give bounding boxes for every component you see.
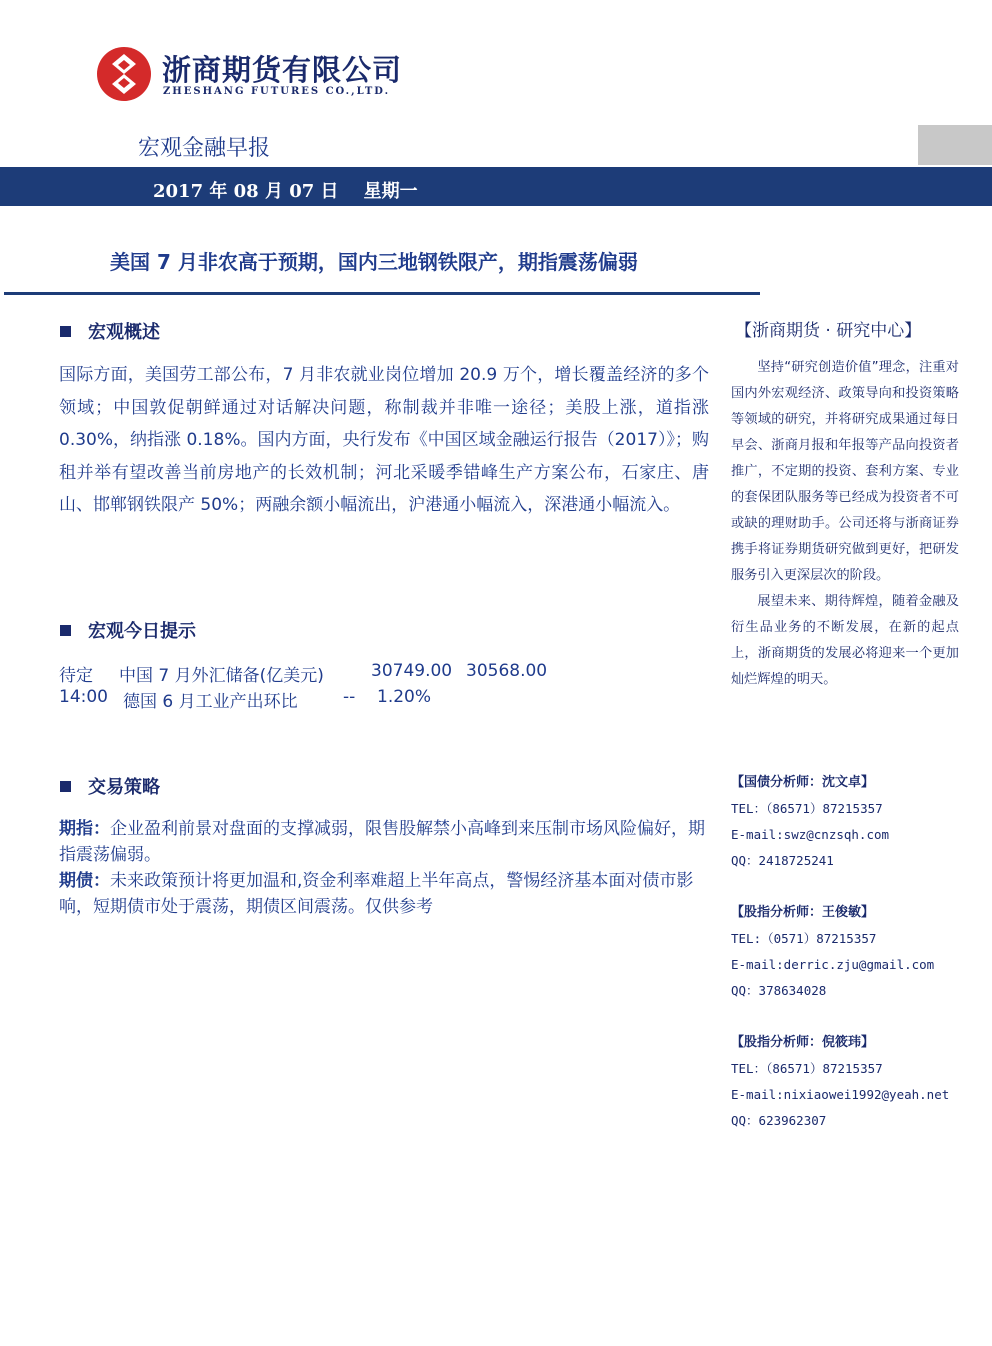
headline: 美国 7 月非农高于预期，国内三地钢铁限产，期指震荡偏弱	[110, 250, 638, 274]
analyst-card	[731, 1030, 971, 1134]
sidebar-intro	[731, 355, 959, 693]
company-name-cn: 浙商期货有限公司	[162, 53, 403, 87]
analyst-title: 【股指分析师：倪筱玮】	[731, 1035, 875, 1050]
company-name-en: ZHESHANG FUTURES CO.,LTD.	[163, 86, 391, 97]
analyst-qq: QQ：623962307	[731, 1113, 827, 1128]
strategy-text: 未来政策预计将更加温和,资金利率难超上半年高点，警惕经济基本面对债市影响，短期债市处于震荡，期债区间震荡。仅供参考	[59, 871, 694, 917]
analyst-card	[731, 770, 971, 874]
calendar-event: 德国 6 月工业产出环比	[123, 692, 298, 712]
date-bar	[0, 167, 992, 206]
bullet-square-icon	[60, 625, 71, 636]
strategy-label: 期债：	[59, 871, 110, 891]
sidebar-intro-paragraph: 展望未来、期待辉煌，随着金融及衍生品业务的不断发展，在新的起点上，浙商期货的发展必将迎来一个更加灿烂辉煌的明天。	[731, 594, 959, 687]
strategy-bonds	[59, 869, 711, 920]
sidebar-title: 【浙商期货 · 研究中心】	[735, 321, 922, 341]
report-date: 2017 年 08 月 07 日 星期一	[153, 181, 418, 202]
zheshang-logo-icon	[96, 46, 152, 102]
sidebar-intro-paragraph: 坚持“研究创造价值”理念，注重对国内外宏观经济、政策导向和投资策略等领域的研究，并将研究成果通过每日早会、浙商月报和年报等产品向投资者推广，不定期的投资、套利方案、专业的套保团队服务等已经成为投资者不可或缺的理财助手。公司还将与浙商证券携手将证券期货研究做到更好，把研发服务引入更深层次的阶段。	[731, 360, 959, 583]
section-title: 交易策略	[88, 777, 160, 798]
header-decoration	[918, 125, 992, 165]
analyst-title: 【国债分析师：沈文卓】	[731, 775, 875, 790]
analyst-qq: QQ：378634028	[731, 983, 827, 998]
analyst-tel: TEL:（0571）87215357	[731, 931, 877, 946]
analyst-qq: QQ：2418725241	[731, 853, 834, 868]
calendar-forecast: --	[343, 687, 356, 707]
calendar-time: 待定	[59, 666, 93, 686]
analyst-email[interactable]: E-mail:swz@cnzsqh.com	[731, 827, 890, 842]
strategy-text: 企业盈利前景对盘面的支撑减弱，限售股解禁小高峰到来压制市场风险偏好，期指震荡偏弱。	[59, 819, 705, 865]
calendar-previous: 1.20%	[377, 687, 432, 707]
calendar-event: 中国 7 月外汇储备(亿美元)	[119, 666, 324, 686]
section-heading-overview	[60, 318, 160, 344]
calendar-forecast: 30749.00	[371, 661, 453, 681]
strategy-label: 期指：	[59, 819, 110, 839]
headline-divider	[4, 292, 760, 295]
bullet-square-icon	[60, 326, 71, 337]
analyst-email[interactable]: E-mail:nixiaowei1992@yeah.net	[731, 1087, 950, 1102]
analyst-email[interactable]: E-mail:derric.zju@gmail.com	[731, 957, 935, 972]
analyst-tel: TEL：（86571）87215357	[731, 801, 883, 816]
calendar-previous: 30568.00	[466, 661, 548, 681]
overview-paragraph: 国际方面，美国劳工部公布，7 月非农就业岗位增加 20.9 万个，增长覆盖经济的多个领域；中国敦促朝鲜通过对话解决问题，称制裁并非唯一途径；美股上涨，道指涨 0.30%，纳指涨 0.18%。国内方面，央行发布《中国区域金融运行报告（2017）》；购租并举有望改善当前房地产的长效机制；河北采暖季错峰生产方案公布，石家庄、唐山、邯郸钢铁限产 50%；两融余额小幅流出，沪港通小幅流入，深港通小幅流入。	[59, 365, 709, 516]
section-heading-calendar	[60, 617, 196, 643]
section-title: 宏观概述	[88, 322, 160, 343]
bullet-square-icon	[60, 781, 71, 792]
analyst-tel: TEL：（86571）87215357	[731, 1061, 883, 1076]
section-heading-strategy	[60, 773, 160, 799]
analyst-card	[731, 900, 971, 1004]
report-type-title: 宏观金融早报	[138, 136, 271, 161]
strategy-futures	[59, 817, 711, 868]
calendar-time: 14:00	[59, 687, 108, 707]
analyst-title: 【股指分析师：王俊敏】	[731, 905, 875, 920]
section-title: 宏观今日提示	[88, 621, 196, 642]
